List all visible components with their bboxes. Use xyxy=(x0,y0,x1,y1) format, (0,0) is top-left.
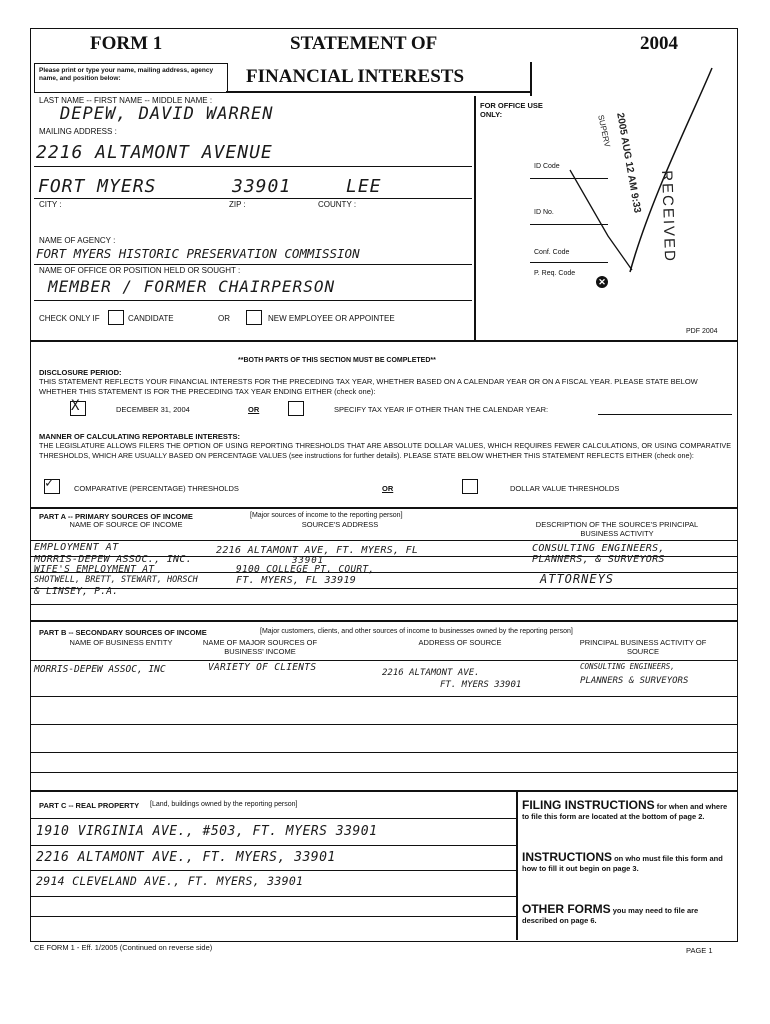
dollar-checkbox[interactable] xyxy=(462,479,478,494)
part-a-r2-name1: WIFE'S EMPLOYMENT AT xyxy=(34,564,155,575)
part-c-row-line-2 xyxy=(30,870,516,871)
p-req-code-label: P. Req. Code xyxy=(534,270,576,277)
instructions-title: INSTRUCTIONS xyxy=(522,850,612,864)
form-number: FORM 1 xyxy=(90,33,163,54)
part-a-col1: NAME OF SOURCE OF INCOME xyxy=(69,520,183,529)
stamp-date-text: 2005 AUG 12 AM 9:33 xyxy=(614,112,643,214)
part-c-top-line xyxy=(30,790,738,792)
part-a-header-line xyxy=(30,540,738,541)
comparative-check-mark: ✓ xyxy=(45,475,55,491)
part-c-row-3: 2914 CLEVELAND AVE., FT. MYERS, 33901 xyxy=(36,874,304,888)
stamp-received-text: RECEIVED xyxy=(658,170,679,264)
other-forms-title: OTHER FORMS xyxy=(522,902,611,916)
footer-left: CE FORM 1 - Eff. 1/2005 (Continued on reverse side) xyxy=(34,943,213,952)
disclosure-period-title: DISCLOSURE PERIOD: xyxy=(39,368,122,377)
county-label: COUNTY : xyxy=(318,200,357,209)
part-a-r2-addr1: 9100 COLLEGE PT. COURT, xyxy=(236,564,375,575)
disclosure-period-text: THIS STATEMENT REFLECTS YOUR FINANCIAL INTERESTS FOR THE PRECEDING TAX YEAR, WHETHER BASED ON A CALENDAR YEAR OR ON A FISCAL YEAR. PLEASE STATE BELOW WHETHER THIS STATEMENT IS FOR THE PRECEDING TAX YEAR ENDING EITHER (check one): xyxy=(39,377,698,396)
part-a-r2-name3: & LINSEY, P.A. xyxy=(34,586,119,597)
part-c-row-2: 2216 ALTAMONT AVE., FT. MYERS, 33901 xyxy=(36,850,336,865)
filer-county[interactable]: LEE xyxy=(346,176,382,197)
part-a-row-line-4 xyxy=(30,604,738,605)
part-b-r1-addr1: 2216 ALTAMONT AVE. xyxy=(382,668,480,678)
check-only-label: CHECK ONLY IF xyxy=(39,314,100,323)
filer-address[interactable]: 2216 ALTAMONT AVENUE xyxy=(36,142,273,163)
manner-text: THE LEGISLATURE ALLOWS FILERS THE OPTION OF USING REPORTING THRESHOLDS THAT ARE ABSOLUTE DOLLAR VALUES, WHICH REQUIRES FEWER CALCULATIONS, OR USING COMPARATIVE THRESHOLDS, WHICH ARE USUALLY BASED ON PERCENTAGE VALUES (see instructions for further details). PLEASE STATE BELOW WHETHER THIS STATEMENT REFLECTS EITHER (check one): xyxy=(39,441,731,460)
part-b-header-line xyxy=(30,660,738,661)
filer-city[interactable]: FORT MYERS xyxy=(38,176,157,197)
period-or: OR xyxy=(248,405,260,414)
part-b-row-line-3 xyxy=(30,752,738,753)
part-b-r1-sources: VARIETY OF CLIENTS xyxy=(208,662,317,673)
part-b-r1-addr2: FT. MYERS 33901 xyxy=(440,680,522,690)
part-c-row-line-4 xyxy=(30,916,516,917)
footer-page: PAGE 1 xyxy=(686,946,713,955)
part-b-top-line xyxy=(30,620,738,622)
city-label: CITY : xyxy=(39,200,62,209)
new-employee-label: NEW EMPLOYEE OR APPOINTEE xyxy=(268,314,395,323)
dec31-check-mark: X xyxy=(71,398,81,414)
dollar-label: DOLLAR VALUE THRESHOLDS xyxy=(510,484,620,493)
id-code-label: ID Code xyxy=(534,163,560,170)
filer-office[interactable]: MEMBER / FORMER CHAIRPERSON xyxy=(48,277,336,296)
part-a-r1-name2: MORRIS-DEPEW ASSOC., INC. xyxy=(34,554,193,565)
filing-instructions xyxy=(522,800,728,822)
part-b-title: PART B -- SECONDARY SOURCES OF INCOME xyxy=(39,628,207,637)
form-title-line1: STATEMENT OF xyxy=(290,33,438,54)
name-label: LAST NAME -- FIRST NAME -- MIDDLE NAME : xyxy=(39,96,213,105)
part-b-col2: NAME OF MAJOR SOURCES OF BUSINESS' INCOME xyxy=(202,638,318,656)
part-c-row-line-1 xyxy=(30,845,516,846)
filer-name[interactable]: DEPEW, DAVID WARREN xyxy=(60,104,274,124)
address-line xyxy=(34,166,472,167)
title-underline xyxy=(226,91,530,93)
candidate-label: CANDIDATE xyxy=(128,314,174,323)
part-b-r1-act2: PLANNERS & SURVEYORS xyxy=(580,676,689,686)
agency-label: NAME OF AGENCY : xyxy=(39,236,116,245)
close-circle-icon: ✕ xyxy=(596,276,608,288)
other-forms-block xyxy=(522,904,728,926)
part-b-r1-act1: CONSULTING ENGINEERS, xyxy=(580,662,675,671)
part-c-row-1: 1910 VIRGINIA AVE., #503, FT. MYERS 33901 xyxy=(36,824,378,839)
instructions-text: on who must file this form and how to fill it out begin on page 3. xyxy=(522,854,723,873)
instructions-divider xyxy=(516,790,518,940)
part-a-subtitle: [Major sources of income to the reporting person] xyxy=(250,512,403,519)
part-b-row-line-4 xyxy=(30,772,738,773)
part-a-r1-addr1: 2216 ALTAMONT AVE, FT. MYERS, FL xyxy=(216,545,419,556)
part-c-row-line-3 xyxy=(30,896,516,897)
part-a-r2-addr2: FT. MYERS, FL 33919 xyxy=(236,575,357,586)
office-use-label: FOR OFFICE USE ONLY: xyxy=(480,101,543,119)
part-a-title: PART A -- PRIMARY SOURCES OF INCOME xyxy=(39,512,193,521)
stamp-super-text: SUPERV xyxy=(596,114,612,148)
office-line xyxy=(34,300,472,301)
part-a-r1-addr2: 33901 xyxy=(292,556,325,566)
part-b-row-line-2 xyxy=(30,724,738,725)
part-b-r1-name: MORRIS-DEPEW ASSOC, INC xyxy=(34,664,166,675)
id-no-label: ID No. xyxy=(534,209,554,216)
part-b-row-line-1 xyxy=(30,696,738,697)
part-c-subtitle: [Land, buildings owned by the reporting person] xyxy=(150,801,298,808)
instructions-block xyxy=(522,852,728,874)
city-line xyxy=(34,198,472,199)
form-year: 2004 xyxy=(640,33,678,54)
part-a-r1-desc1: CONSULTING ENGINEERS, xyxy=(532,543,665,554)
part-a-r1-name1: EMPLOYMENT AT xyxy=(34,542,119,553)
part-b-col4: PRINCIPAL BUSINESS ACTIVITY OF SOURCE xyxy=(579,638,707,656)
part-b-col1: NAME OF BUSINESS ENTITY xyxy=(69,638,173,647)
part-a-col2: SOURCE'S ADDRESS xyxy=(301,520,379,529)
part-b-col3: ADDRESS OF SOURCE xyxy=(418,638,502,647)
disclosure-top-line xyxy=(30,340,738,342)
dec31-label: DECEMBER 31, 2004 xyxy=(116,405,190,414)
both-parts-note: **BOTH PARTS OF THIS SECTION MUST BE COMPLETED** xyxy=(238,357,436,364)
conf-code-label: Conf. Code xyxy=(534,249,570,256)
filer-zip[interactable]: 33901 xyxy=(232,176,292,197)
title-divider xyxy=(530,62,532,96)
other-forms-text: you may need to file are described on page 6. xyxy=(522,906,699,925)
office-use-divider xyxy=(474,96,476,340)
part-a-top-line xyxy=(30,507,738,509)
new-employee-checkbox[interactable] xyxy=(246,310,262,325)
part-a-r2-desc1: ATTORNEYS xyxy=(540,572,615,586)
zip-label: ZIP : xyxy=(229,200,246,209)
specify-year-line xyxy=(598,414,732,415)
filing-instructions-title: FILING INSTRUCTIONS xyxy=(522,798,655,812)
form-title-line2: FINANCIAL INTERESTS xyxy=(246,66,465,87)
comparative-label: COMPARATIVE (PERCENTAGE) THRESHOLDS xyxy=(74,484,239,493)
filing-instructions-text: for when and where to file this form are located at the bottom of page 2. xyxy=(522,802,728,821)
agency-line xyxy=(34,264,472,265)
part-a-r2-name2: SHOTWELL, BRETT, STEWART, HORSCH xyxy=(34,575,198,585)
specify-year-checkbox[interactable] xyxy=(288,401,304,416)
part-c-title: PART C -- REAL PROPERTY xyxy=(39,801,140,810)
specify-year-label: SPECIFY TAX YEAR IF OTHER THAN THE CALENDAR YEAR: xyxy=(334,405,549,414)
pdf-version: PDF 2004 xyxy=(686,328,718,335)
part-b-subtitle: [Major customers, clients, and other sources of income to businesses owned by the reporting person] xyxy=(260,628,573,635)
part-a-col3: DESCRIPTION OF THE SOURCE'S PRINCIPAL BUSINESS ACTIVITY xyxy=(535,520,699,538)
filer-agency[interactable]: FORT MYERS HISTORIC PRESERVATION COMMISSION xyxy=(36,246,360,261)
stamp-check-stroke xyxy=(570,170,632,270)
mailing-label: MAILING ADDRESS : xyxy=(39,127,117,136)
part-a-r1-desc2: PLANNERS, & SURVEYORS xyxy=(532,554,665,565)
manner-or: OR xyxy=(382,484,394,493)
or-label: OR xyxy=(218,314,230,323)
print-instruction: Please print or type your name, mailing address, agency name, and position below: xyxy=(39,67,214,82)
part-c-header-line xyxy=(30,818,516,819)
part-a-row-line-3 xyxy=(30,588,738,589)
candidate-checkbox[interactable] xyxy=(108,310,124,325)
manner-title: MANNER OF CALCULATING REPORTABLE INTERESTS: xyxy=(39,432,240,441)
office-label: NAME OF OFFICE OR POSITION HELD OR SOUGHT : xyxy=(39,266,241,275)
